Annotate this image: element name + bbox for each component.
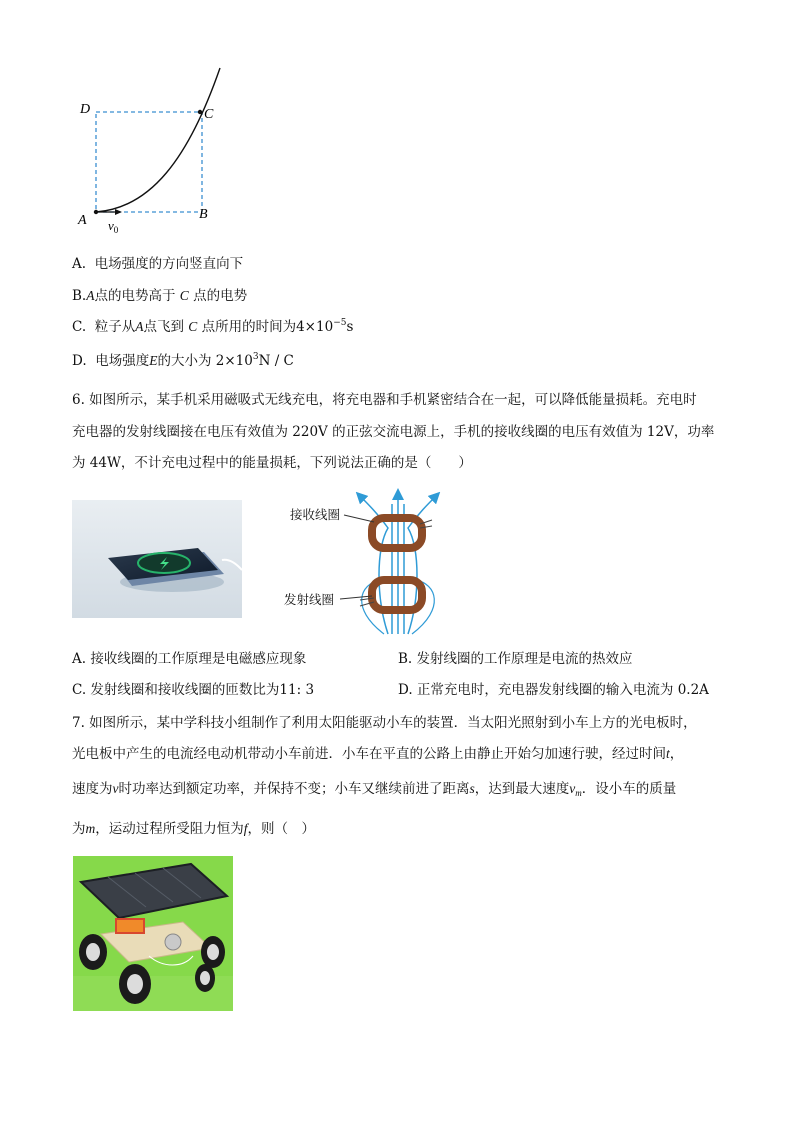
q5-option-b: B.A点的电势高于 C 点的电势 [72,288,248,304]
label-v0: $v_0$ [108,218,119,235]
q6-option-c: C. 发射线圈和接收线圈的匝数比为11: 3 [72,682,315,698]
q6-option-a: A. 接收线圈的工作原理是电磁感应现象 [72,651,307,667]
dashed-square [96,112,202,212]
q6-stem-line-2: 充电器的发射线圈接在电压有效值为 220V 的正弦交流电源上，手机的接收线圈的电压有效值为 12V，功率 [72,424,715,440]
q7-stem-line-3: 速度为v时功率达到额定功率，并保持不变；小车又继续前进了距离s，达到最大速度$v_m$．设小车的质量 [72,781,677,798]
label-d: D [80,102,91,117]
q5-option-d: D. 电场强度E的大小为 $2\times 10^3N / C$ [72,352,294,369]
wireless-charging-photo [72,500,242,618]
label-a: A [78,213,87,228]
q6-option-b: B. 发射线圈的工作原理是电流的热效应 [398,651,633,667]
electric-field-figure [70,60,240,240]
q5-option-c: C. 粒子从A点飞到 C 点所用的时间为$4\times 10^{-5}s$ [72,318,354,335]
wheel-rear-left [119,964,151,1004]
label-c: C [204,107,214,122]
label-transmit-coil: 发射线圈 [284,592,335,607]
point-c-dot [198,110,202,114]
velocity-arrow-head [115,209,122,215]
q5-option-a: A. 电场强度的方向竖直向下 [72,256,244,272]
wheel-front-right [201,936,225,968]
q6-option-d: D. 正常充电时，充电器发射线圈的输入电流为 0.2A [398,682,709,698]
wheel-front-left [79,934,107,970]
q6-stem-line-3: 为 44W，不计充电过程中的能量损耗，下列说法正确的是（ ） [72,455,472,471]
q6-stem-line-1: 6. 如图所示，某手机采用磁吸式无线充电，将充电器和手机紧密结合在一起，可以降低能量损耗。充电时 [72,392,697,408]
wheel-rear-right [195,964,215,992]
label-receive-coil: 接收线圈 [290,507,341,522]
label-b: B [199,207,208,222]
receive-coil [372,518,422,548]
q7-stem-line-1: 7. 如图所示，某中学科技小组制作了利用太阳能驱动小车的装置．当太阳光照射到小车上方的光电板时， [72,715,697,731]
solar-car-photo [73,856,233,1011]
q7-stem-line-2: 光电板中产生的电流经电动机带动小车前进．小车在平直的公路上由静止开始匀加速行驶，经过时间t， [72,746,684,762]
q7-stem-line-4: 为m，运动过程所受阻力恒为f，则（ ） [72,821,316,837]
